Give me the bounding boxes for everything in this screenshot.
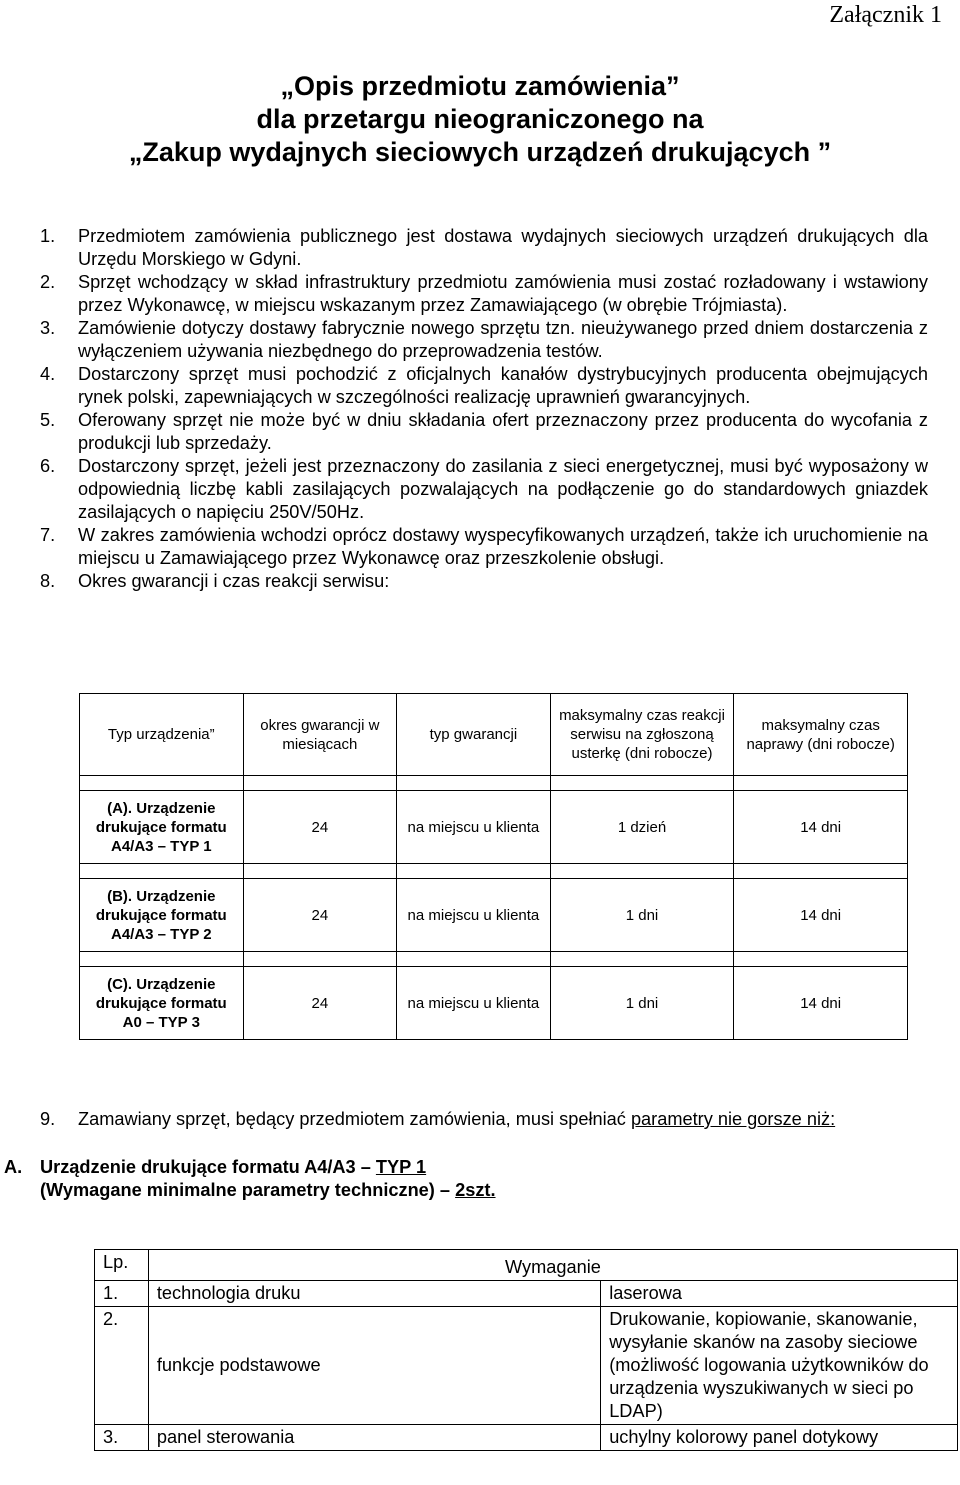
- section-a-heading: [4, 1156, 904, 1202]
- warranty-type-cell: na miejscu u klienta: [397, 879, 551, 952]
- table-spacer: [80, 776, 908, 791]
- item-text: Zamawiany sprzęt, będący przedmiotem zamówienia, musi spełniać: [78, 1109, 631, 1129]
- table-row: [80, 879, 908, 952]
- header-requirement: Wymaganie: [148, 1250, 957, 1281]
- title-line-3: „Zakup wydajnych sieciowych urządzeń drukujących ”: [128, 137, 832, 167]
- parameter-value-cell: Drukowanie, kopiowanie, skanowanie, wysyłanie skanów na zasoby sieciowe (możliwość logowania użytkowników do urządzenia wyszukiwanych w sieci po LDAP): [601, 1307, 958, 1425]
- repair-time-cell: 14 dni: [734, 879, 908, 952]
- reaction-time-cell: 1 dni: [550, 967, 734, 1040]
- list-item: [40, 317, 928, 363]
- section-quantity: 2szt.: [455, 1180, 496, 1200]
- item-text: Zamówienie dotyczy dostawy fabrycznie nowego sprzętu tzn. nieużywanego przed dniem dostarczenia z wyłączeniem używania niezbędnego do przeprowadzenia testów.: [78, 318, 928, 361]
- section-subtitle: (Wymagane minimalne parametry techniczne) –: [40, 1180, 456, 1200]
- header-repair-time: maksymalny czas naprawy (dni robocze): [734, 694, 908, 776]
- item-text: Przedmiotem zamówienia publicznego jest dostawa wydajnych sieciowych urządzeń drukujących dla Urzędu Morskiego w Gdyni.: [78, 226, 928, 269]
- requirements-table: [94, 1249, 958, 1451]
- reaction-time-cell: 1 dni: [550, 879, 734, 952]
- parameter-name-cell: panel sterowania: [148, 1425, 600, 1451]
- device-type-cell: (C). Urządzenie drukujące formatu A0 – TYP 3: [80, 967, 244, 1040]
- warranty-months-cell: 24: [243, 967, 397, 1040]
- warranty-months-cell: 24: [243, 791, 397, 864]
- device-type-cell: (B). Urządzenie drukujące formatu A4/A3 – TYP 2: [80, 879, 244, 952]
- table-row: [95, 1425, 958, 1451]
- item-text: Oferowany sprzęt nie może być w dniu składania ofert przeznaczony przez producenta do wycofania z produkcji lub sprzedaży.: [78, 410, 928, 453]
- section-title: Urządzenie drukujące formatu A4/A3 –: [40, 1157, 376, 1177]
- requirements-header-row: [95, 1250, 958, 1281]
- item-number: 9.: [40, 1109, 56, 1129]
- table-row: [95, 1281, 958, 1307]
- parameter-value-cell: laserowa: [601, 1281, 958, 1307]
- list-item: [40, 455, 928, 524]
- item-number: 5.: [40, 410, 56, 430]
- annex-label: Załącznik 1: [829, 2, 942, 28]
- item-text: Okres gwarancji i czas reakcji serwisu:: [78, 571, 390, 591]
- section-subtitle-line: [4, 1179, 904, 1202]
- warranty-type-cell: na miejscu u klienta: [397, 791, 551, 864]
- page-title: [0, 70, 960, 169]
- parameter-name-cell: funkcje podstawowe: [148, 1307, 600, 1425]
- list-item: [40, 409, 928, 455]
- table-spacer: [80, 952, 908, 967]
- table-spacer: [80, 864, 908, 879]
- section-label: A.: [4, 1157, 23, 1177]
- item-text: Dostarczony sprzęt musi pochodzić z oficjalnych kanałów dystrybucyjnych producenta obejmujących rynek polski, zapewniających w szczególności realizację uprawnień gwarancyjnych.: [78, 364, 928, 407]
- lp-cell: 2.: [95, 1307, 149, 1425]
- section-type: TYP 1: [375, 1157, 427, 1177]
- table-row: [80, 791, 908, 864]
- header-device-type: Typ urządzenia”: [80, 694, 244, 776]
- list-item: [40, 363, 928, 409]
- parameter-value-cell: uchylny kolorowy panel dotykowy: [601, 1425, 958, 1451]
- item-number: 7.: [40, 525, 56, 545]
- header-lp: Lp.: [95, 1250, 149, 1281]
- item-text: Dostarczony sprzęt, jeżeli jest przeznaczony do zasilania z sieci energetycznej, musi być wyposażony w odpowiednią liczbę kabli zasilających pozwalających na podłączenie go do standardowych gniazdek zasilających o napięciu 250V/50Hz.: [78, 456, 928, 522]
- repair-time-cell: 14 dni: [734, 791, 908, 864]
- item-number: 4.: [40, 364, 56, 384]
- title-line-1: „Opis przedmiotu zamówienia”: [280, 71, 680, 101]
- device-type-cell: (A). Urządzenie drukujące formatu A4/A3 – TYP 1: [80, 791, 244, 864]
- title-line-2: dla przetargu nieograniczonego na: [256, 104, 704, 134]
- item-number: 8.: [40, 571, 56, 591]
- header-reaction-time: maksymalny czas reakcji serwisu na zgłoszoną usterkę (dni robocze): [550, 694, 734, 776]
- list-item: [40, 524, 928, 570]
- repair-time-cell: 14 dni: [734, 967, 908, 1040]
- header-warranty-months: okres gwarancji w miesiącach: [243, 694, 397, 776]
- warranty-type-cell: na miejscu u klienta: [397, 967, 551, 1040]
- list-item: [40, 570, 928, 593]
- item-number: 2.: [40, 272, 56, 292]
- table-row: [80, 967, 908, 1040]
- header-warranty-type: typ gwarancji: [397, 694, 551, 776]
- parameter-name-cell: technologia druku: [148, 1281, 600, 1307]
- warranty-header-row: [80, 694, 908, 776]
- item-number: 1.: [40, 226, 56, 246]
- lp-cell: 3.: [95, 1425, 149, 1451]
- item-text-underlined: parametry nie gorsze niż:: [630, 1109, 836, 1129]
- list-item: [40, 271, 928, 317]
- requirements-list: [40, 225, 928, 593]
- table-row: [95, 1307, 958, 1425]
- lp-cell: 1.: [95, 1281, 149, 1307]
- item-9: [40, 1108, 930, 1131]
- list-item: [40, 225, 928, 271]
- item-text: W zakres zamówienia wchodzi oprócz dostawy wyspecyfikowanych urządzeń, także ich uruchomienie na miejscu u Zamawiającego przez Wykonawcę oraz przeszkolenie obsługi.: [78, 525, 928, 568]
- warranty-table: [79, 693, 908, 1040]
- reaction-time-cell: 1 dzień: [550, 791, 734, 864]
- item-number: 6.: [40, 456, 56, 476]
- item-number: 3.: [40, 318, 56, 338]
- item-text: Sprzęt wchodzący w skład infrastruktury przedmiotu zamówienia musi zostać rozładowany i wstawiony przez Wykonawcę, w miejscu wskazanym przez Zamawiającego (w obrębie Trójmiasta).: [78, 272, 928, 315]
- warranty-months-cell: 24: [243, 879, 397, 952]
